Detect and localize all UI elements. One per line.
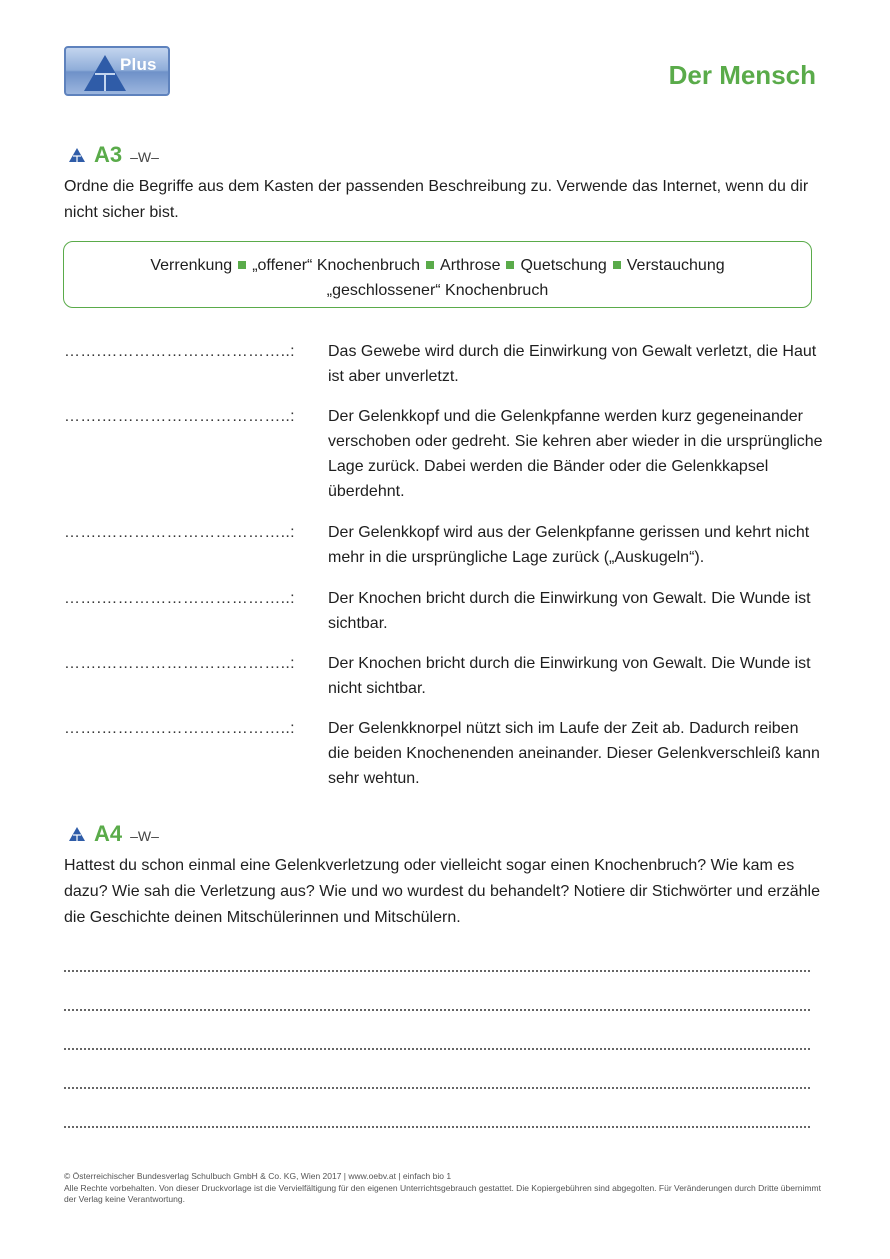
task-tag: –W– [130,149,159,165]
answer-blank[interactable]: …….……………………………..: [64,343,295,360]
term: Verstauchung [626,257,725,274]
writing-line[interactable] [64,1048,810,1050]
description: Der Gelenkkopf und die Gelenkpfanne werden kurz gegeneinander verschoben oder gedreht. Sie kehren aber wieder in die ursprüngliche Lage zurück. Dabei werden die Bänder oder die Gelenkkapsel überdehnt. [328,408,823,500]
writing-line[interactable] [64,1087,810,1089]
term: „geschlossener“ Knochenbruch [326,282,549,299]
task-a4-heading [68,821,159,847]
description: Der Knochen bricht durch die Einwirkung von Gewalt. Die Wunde ist sichtbar. [328,590,811,632]
square-bullet-icon [426,261,434,269]
task-number: A4 [94,821,123,846]
answer-blank[interactable]: …….……………………………..: [64,655,295,672]
task-number: A3 [94,142,123,167]
term-box [63,241,812,308]
task-a3-heading [68,142,159,168]
square-bullet-icon [613,261,621,269]
square-bullet-icon [506,261,514,269]
plus-logo [64,46,170,96]
footer [64,1171,824,1206]
triangle-icon [68,826,86,842]
answer-blank[interactable]: …….……………………………..: [64,408,295,425]
answer-blank[interactable]: …….……………………………..: [64,590,295,607]
square-bullet-icon [238,261,246,269]
writing-line[interactable] [64,1009,810,1011]
term: Quetschung [520,257,607,274]
description: Der Gelenkkopf wird aus der Gelenkpfanne gerissen und kehrt nicht mehr in die ursprüngliche Lage zurück („Auskugeln“). [328,524,810,566]
description: Das Gewebe wird durch die Einwirkung von Gewalt verletzt, die Haut ist aber unverletzt. [328,343,817,385]
copyright-line: © Österreichischer Bundesverlag Schulbuch GmbH & Co. KG, Wien 2017 | www.oebv.at | einfach bio 1 [64,1171,452,1181]
logo-text: Plus [120,55,157,74]
answer-blank[interactable]: …….……………………………..: [64,524,295,541]
term: Verrenkung [150,257,233,274]
page-title: Der Mensch [668,60,816,90]
answer-blank[interactable]: …….……………………………..: [64,720,295,737]
description: Der Knochen bricht durch die Einwirkung von Gewalt. Die Wunde ist nicht sichtbar. [328,655,811,697]
triangle-icon [68,147,86,163]
term: Arthrose [440,257,501,274]
task-a3-instruction: Ordne die Begriffe aus dem Kasten der passenden Beschreibung zu. Verwende das Internet, wenn du dir nicht sicher bist. [64,178,809,221]
description: Der Gelenkknorpel nützt sich im Laufe der Zeit ab. Dadurch reiben die beiden Knochenenden aneinander. Dieser Gelenkverschleiß kann sehr wehtun. [328,720,820,787]
writing-line[interactable] [64,1126,810,1128]
writing-line[interactable] [64,970,810,972]
task-a4-instruction: Hattest du schon einmal eine Gelenkverletzung oder vielleicht sogar einen Knochenbruch? Wie kam es dazu? Wie sah die Verletzung aus? Wie und wo wurdest du behandelt? Notiere dir Stichwörter und erzähle die Geschichte deinen Mitschülerinnen und Mitschülern. [64,857,820,926]
term: „offener“ Knochenbruch [252,257,421,274]
task-tag: –W– [130,828,159,844]
rights-notice: Alle Rechte vorbehalten. Von dieser Druckvorlage ist die Vervielfältigung für den eigenen Unterrichtsgebrauch gestattet. Die Kopiergebühren sind abgegolten. Für Veränderungen durch Dritte übernimmt der Verlag keine Verantwortung. [64,1182,821,1204]
